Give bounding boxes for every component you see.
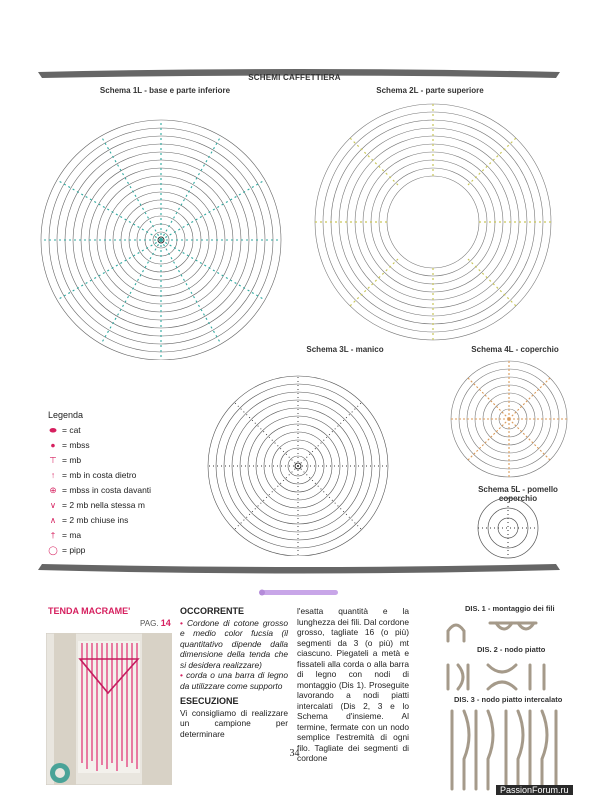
dis-3-title: DIS. 3 - nodo piatto intercalato [454, 695, 563, 704]
slip-stitch-icon: ● [50, 440, 56, 450]
legend-item: ∧ = 2 mb chiuse ins [48, 513, 151, 528]
schema-3l-title: Schema 3L - manico [306, 345, 384, 354]
legend-title: Legenda [48, 410, 84, 420]
schema-2l-title: Schema 2L - parte superiore [376, 86, 484, 95]
front-post-icon: ⊕ [49, 485, 57, 495]
double-crochet-icon: † [50, 530, 56, 540]
schema-5l-title: Schema 5L - pomello coperchio [478, 485, 558, 503]
chain-symbol-icon: ⬬ [49, 425, 57, 435]
legend-item: ⊤ = mb [48, 453, 151, 468]
schema-1l-diagram [30, 98, 292, 360]
legend-item: ∨ = 2 mb nella stessa m [48, 498, 151, 513]
curtain-photo [46, 633, 172, 785]
legend-item: ⊕ = mbss in costa davanti [48, 483, 151, 498]
legend [48, 408, 151, 558]
esecuzione-heading: ESECUZIONE [180, 696, 239, 706]
schema-2l-diagram [305, 98, 563, 348]
materials-item: • Cordone di cotone grosso e medio color fucsia (il quantitativo dipende dalla dimensione della tenda che si desidera realizzare) [180, 617, 288, 670]
schema-3l-diagram [195, 360, 401, 556]
watermark: PassionForum.ru [496, 785, 573, 795]
legend-item: ● = mbss [48, 438, 151, 453]
legend-item: ◯ = pipp [48, 543, 151, 558]
legend-item: ⬬ = cat [48, 423, 151, 438]
schema-1l-title: Schema 1L - base e parte inferiore [99, 86, 231, 95]
schema-4l-diagram [448, 358, 570, 480]
materials-column [180, 606, 288, 739]
instructions-text: Vi consigliamo di realizzare un campione per determinare [180, 707, 288, 739]
dis-2-title: DIS. 2 - nodo piatto [477, 645, 546, 654]
legend-item: ↑ = mb in costa dietro [48, 468, 151, 483]
dis-1-title: DIS. 1 - montaggio dei fili [465, 604, 555, 613]
picot-icon: ◯ [48, 545, 58, 555]
occorrente-heading: OCCORRENTE [180, 606, 245, 616]
decrease-icon: ∧ [49, 515, 57, 525]
schema-4l-title: Schema 4L - coperchio [471, 345, 559, 354]
single-crochet-icon: ⊤ [49, 455, 57, 465]
instructions-column: l'esatta quantità e la lunghezza dei fili. Dal cordone grosso, tagliate 16 (o più) segmenti da 3 (o più) mt ciascuno. Piegateli a metà e fissateli alla corda o alla barra di legno con nodi di montaggio (Dis 1). Proseguite lavorando a nodi piatti intercalati (Dis 2, 3 e lo Schema d'insieme. Al termine, fermate con un nodo semplice l'estremità di ogni filo. Tagliate dei segmenti di cordone [297, 606, 409, 763]
page-reference: PAG. 14 [140, 618, 171, 628]
legend-item: † = ma [48, 528, 151, 543]
page-number: 34 [289, 748, 300, 759]
schema-5l-diagram [470, 495, 546, 561]
article-title: TENDA MACRAME' [48, 606, 131, 616]
increase-icon: ∨ [49, 500, 57, 510]
knot-illustrations [440, 613, 570, 793]
banner-title: SCHEMI CAFFETTIERA [248, 73, 341, 82]
back-post-icon: ↑ [50, 470, 56, 480]
materials-item: • corda o una barra di legno da utilizzare come supporto [180, 670, 288, 691]
